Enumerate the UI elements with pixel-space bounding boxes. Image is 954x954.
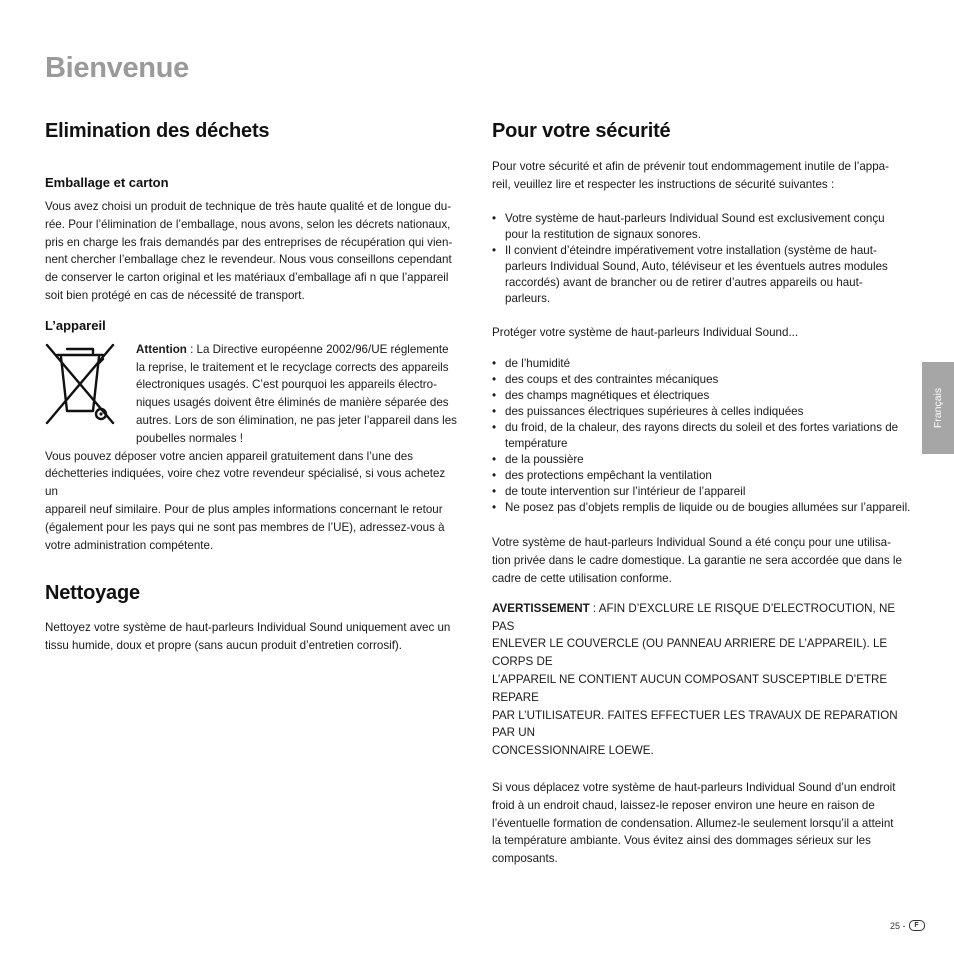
attention-paragraph [136,341,460,448]
packaging-subheading: Emballage et carton [45,175,169,190]
bullet-item: • des coups et des contraintes mécaniques [492,372,912,388]
cleaning-paragraph: Nettoyez votre système de haut-parleurs Individual Sound uniquement avec un tissu humide, doux et propre (sans aucun produit d’entretien corrosif). [45,621,451,653]
device-subheading: L’appareil [45,317,106,333]
bullet-item: • Il convient d’éteindre impérativement votre installation (système de haut- parleurs Individual Sound, Auto, téléviseur et les éventuels autres modules raccordés) avant de brancher ou de retirer d’autres appareils ou haut- parleurs. [492,243,912,307]
condensation-paragraph: Si vous déplacez votre système de haut-parleurs Individual Sound d’un endroit froid à un endroit chaud, laissez-le reposer environ une heure en raison de l’éventuelle formation de condensation. Allumez-le seulement lorsqu’il a atteint la température ambiante. Vous évitez ainsi des dommages sérieux sur les composants. [492,780,896,866]
attention-label: Attention [136,342,187,356]
page-footer [890,920,925,931]
safety-heading: Pour votre sécurité [492,120,671,142]
language-tab-label: Français [932,387,944,429]
bullet-item: • de la poussière [492,452,912,468]
weee-notice [45,341,460,448]
bullet-item: • Ne posez pas d’objets remplis de liquide ou de bougies allumées sur l’appareil. [492,500,912,516]
safety-intro: Pour votre sécurité et afin de prévenir tout endommagement inutile de l’appa- reil, veuillez lire et respecter les instructions de sécurité suivantes : [492,160,889,191]
attention-body: : La Directive européenne 2002/96/UE réglemente la reprise, le traitement et le recyclage corrects des appareils électroniques usagés. C’est pourquoi les appareils électro- niques usagés doivent être éliminés de manière séparée des autres. Lors de son élimination, ne pas jeter l’appareil dans les poubelles normales ! [136,342,457,445]
language-flag-icon: F [909,920,925,931]
warning-body: : AFIN D’EXCLURE LE RISQUE D’ELECTROCUTION, NE PAS ENLEVER LE COUVERCLE (OU PANNEAU ARRIERE DE L’APPAREIL). LE CORPS DE L’APPAREIL NE CONTIENT AUCUN COMPOSANT SUSCEPTIBLE D’ETRE REPARE PAR L’UTILISATEUR. FAITES EFFECTUER LES TRAVAUX DE REPARATION PAR UN CONCESSIONNAIRE LOEWE. [492,601,898,758]
safety-bullet-list [492,211,912,307]
protect-bullet-list [492,356,912,516]
crossed-out-wheelie-bin-icon [45,341,115,427]
elimination-heading: Elimination des déchets [45,120,270,142]
bullet-item: • des protections empêchant la ventilation [492,468,912,484]
private-use-paragraph: Votre système de haut-parleurs Individual Sound a été conçu pour une utilisa- tion privée dans le cadre domestique. La garantie ne sera accordée que dans le cadre de cette utilisation conforme. [492,536,902,585]
page-number: 25 - [890,920,906,931]
bullet-item: • Votre système de haut-parleurs Individual Sound est exclusivement conçu pour la restitution de signaux sonores. [492,211,912,243]
bullet-item: • des puissances électriques supérieures à celles indiquées [492,404,912,420]
protect-text: Protéger votre système de haut-parleurs Individual Sound... [492,325,799,339]
disposal-paragraph: Vous pouvez déposer votre ancien appareil gratuitement dans l’une des déchetteries indiquées, voire chez votre revendeur spécialisé, si vous achetez un appareil neuf similaire. Pour de plus amples informations concernant le retour (également pour les pays qui ne sont pas membres de l’UE), adressez-vous à votre administration compétente. [45,449,446,552]
packaging-paragraph: Vous avez choisi un produit de technique de très haute qualité et de longue du- rée. Pour l’élimination de l’emballage, nous avons, selon les décrets nationaux, pris en charge les frais demandés par des entreprises de récupération qui vien- nent chercher l’emballage chez le revendeur. Nous vous conseillons cependant de conserver le carton original et les matériaux d’emballage afi n que l’appareil soit bien protégé en cas de nécessité de transport. [45,200,453,302]
page-title: Bienvenue [45,52,189,84]
bullet-item: • de toute intervention sur l’intérieur de l’appareil [492,484,912,500]
warning-paragraph [492,600,912,760]
left-column [45,120,460,655]
language-tab [922,362,954,454]
bullet-item: • de l’humidité [492,356,912,372]
bullet-item: • du froid, de la chaleur, des rayons directs du soleil et des fortes variations de température [492,420,912,452]
warning-label: AVERTISSEMENT [492,601,590,615]
right-column [492,120,912,868]
bullet-item: • des champs magnétiques et électriques [492,388,912,404]
cleaning-heading: Nettoyage [45,582,140,605]
